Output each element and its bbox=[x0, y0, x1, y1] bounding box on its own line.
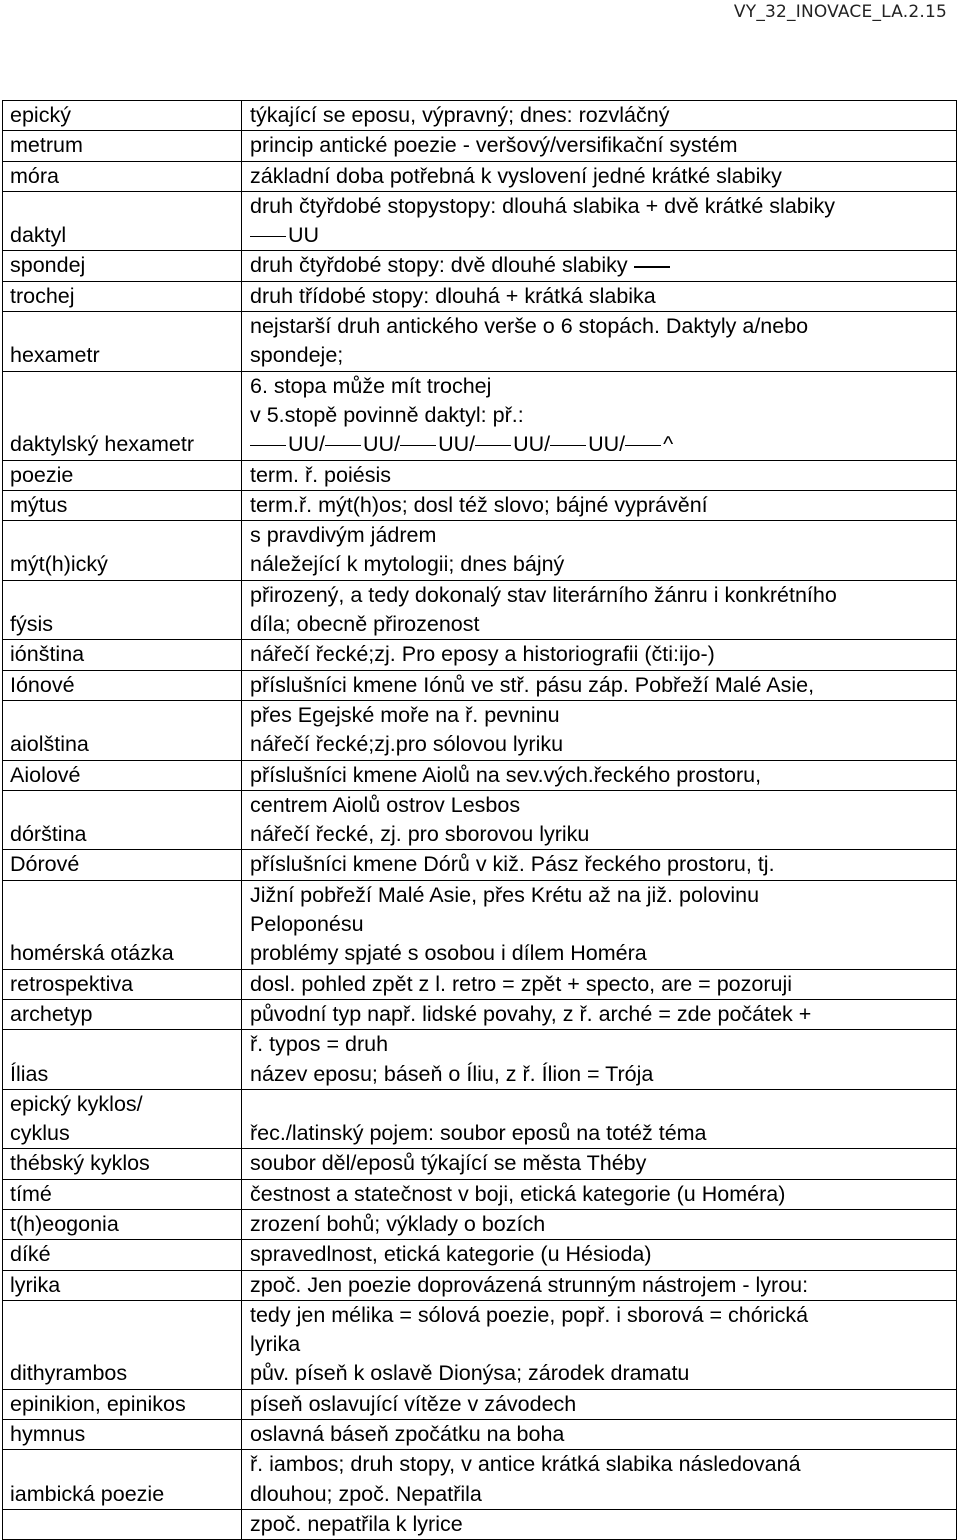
table-row bbox=[3, 1389, 957, 1419]
definition-cell bbox=[242, 101, 957, 131]
table-row bbox=[3, 101, 957, 131]
term-cell bbox=[3, 1030, 242, 1090]
table-row bbox=[3, 1209, 957, 1239]
term-text: epický kyklos/ bbox=[10, 1091, 143, 1116]
definition-cell bbox=[242, 999, 957, 1029]
term-text: móra bbox=[10, 163, 59, 188]
definition-cell bbox=[242, 312, 957, 372]
term-text: daktyl bbox=[10, 223, 67, 248]
term-cell bbox=[3, 1420, 242, 1450]
definition-text: v 5.stopě povinně daktyl: př.: bbox=[250, 402, 524, 427]
table-row bbox=[3, 1450, 957, 1510]
definition-cell bbox=[242, 490, 957, 520]
definition-text: lyrika bbox=[250, 1332, 301, 1357]
term-text: fýsis bbox=[10, 612, 53, 637]
definition-cell bbox=[242, 460, 957, 490]
term-text: epinikion, epinikos bbox=[10, 1391, 186, 1416]
definition-text: nářečí řecké;zj.pro sólovou lyriku bbox=[250, 732, 564, 757]
table-row bbox=[3, 999, 957, 1029]
definition-cell bbox=[242, 880, 957, 969]
term-cell bbox=[3, 1300, 242, 1389]
table-row bbox=[3, 490, 957, 520]
term-cell bbox=[3, 1270, 242, 1300]
term-text: Dórové bbox=[10, 852, 80, 877]
definition-text: původní typ např. lidské povahy, z ř. arché = zde počátek + bbox=[250, 1001, 812, 1026]
term-cell bbox=[3, 1389, 242, 1419]
definition-cell bbox=[242, 1509, 957, 1539]
term-text: lyrika bbox=[10, 1272, 61, 1297]
term-text: thébský kyklos bbox=[10, 1151, 150, 1176]
table-row bbox=[3, 969, 957, 999]
definition-cell bbox=[242, 760, 957, 790]
definition-text: tedy jen mélika = sólová poezie, popř. i sborová = chórická bbox=[250, 1302, 809, 1327]
table-row bbox=[3, 1300, 957, 1389]
term-cell bbox=[3, 1240, 242, 1270]
term-text: archetyp bbox=[10, 1001, 93, 1026]
definition-cell bbox=[242, 191, 957, 251]
term-cell bbox=[3, 580, 242, 640]
term-cell bbox=[3, 1509, 242, 1539]
term-text: Ílias bbox=[10, 1061, 49, 1086]
definition-text: soubor děl/eposů týkající se města Théby bbox=[250, 1151, 647, 1176]
table-row bbox=[3, 371, 957, 460]
definition-cell bbox=[242, 1089, 957, 1149]
term-cell bbox=[3, 101, 242, 131]
term-cell bbox=[3, 700, 242, 760]
term-text: dórština bbox=[10, 822, 87, 847]
document-code: VY_32_INOVACE_LA.2.15 bbox=[733, 2, 947, 22]
definition-text: nejstarší druh antického verše o 6 stopách. Daktyly a/nebo bbox=[250, 314, 809, 339]
definition-cell bbox=[242, 131, 957, 161]
definition-text: přes Egejské moře na ř. pevninu bbox=[250, 702, 560, 727]
long-syllable-mark bbox=[634, 266, 670, 268]
definition-text: píseň oslavující vítěze v závodech bbox=[250, 1391, 577, 1416]
table-row bbox=[3, 850, 957, 880]
definition-cell bbox=[242, 580, 957, 640]
definition-text: s pravdivým jádrem bbox=[250, 523, 437, 548]
term-cell bbox=[3, 281, 242, 311]
definition-cell bbox=[242, 700, 957, 760]
definition-cell bbox=[242, 281, 957, 311]
table-row bbox=[3, 640, 957, 670]
term-text: homérská otázka bbox=[10, 941, 174, 966]
definition-cell bbox=[242, 969, 957, 999]
term-text: dithyrambos bbox=[10, 1361, 128, 1386]
term-text: spondej bbox=[10, 253, 86, 278]
definition-text: zrození bohů; výklady o bozích bbox=[250, 1211, 546, 1236]
definition-text: druh třídobé stopy: dlouhá + krátká slabika bbox=[250, 283, 656, 308]
definition-text: Peloponésu bbox=[250, 912, 364, 937]
definition-text: spondeje; bbox=[250, 343, 344, 368]
table-row bbox=[3, 460, 957, 490]
term-text: metrum bbox=[10, 133, 83, 158]
term-text: iónština bbox=[10, 642, 85, 667]
definition-cell bbox=[242, 850, 957, 880]
term-cell bbox=[3, 1179, 242, 1209]
table-row bbox=[3, 1179, 957, 1209]
definition-text: princip antické poezie - veršový/versifikační systém bbox=[250, 133, 738, 158]
table-row bbox=[3, 521, 957, 581]
term-text: mýtus bbox=[10, 492, 68, 517]
term-text: mýt(h)ický bbox=[10, 552, 108, 577]
term-cell bbox=[3, 1209, 242, 1239]
table-row bbox=[3, 312, 957, 372]
table-row bbox=[3, 580, 957, 640]
definition-text: spravedlnost, etická kategorie (u Hésioda) bbox=[250, 1242, 652, 1267]
definition-text: dlouhou; zpoč. Nepatřila bbox=[250, 1481, 482, 1506]
definition-cell bbox=[242, 1270, 957, 1300]
term-cell bbox=[3, 1089, 242, 1149]
definition-cell bbox=[242, 1420, 957, 1450]
table-row bbox=[3, 161, 957, 191]
long-syllable-mark bbox=[325, 445, 361, 447]
term-cell bbox=[3, 969, 242, 999]
term-cell bbox=[3, 191, 242, 251]
term-cell bbox=[3, 131, 242, 161]
term-text: poezie bbox=[10, 462, 74, 487]
table-row bbox=[3, 760, 957, 790]
table-row bbox=[3, 790, 957, 850]
definition-cell bbox=[242, 1300, 957, 1389]
term-cell bbox=[3, 880, 242, 969]
term-text: retrospektiva bbox=[10, 971, 134, 996]
term-text: díké bbox=[10, 1242, 51, 1267]
definition-cell bbox=[242, 1209, 957, 1239]
term-text: daktylský hexametr bbox=[10, 432, 195, 457]
term-text: iambická poezie bbox=[10, 1481, 165, 1506]
definition-text: druh čtyřdobé stopy: dvě dlouhé slabiky bbox=[250, 251, 956, 280]
definition-text: term. ř. poiésis bbox=[250, 462, 391, 487]
table-row bbox=[3, 700, 957, 760]
definition-text: základní doba potřebná k vyslovení jedné krátké slabiky bbox=[250, 163, 782, 188]
long-syllable-mark bbox=[625, 445, 661, 447]
term-text: cyklus bbox=[10, 1121, 70, 1146]
table-row bbox=[3, 1149, 957, 1179]
term-text: Iónové bbox=[10, 672, 75, 697]
term-cell bbox=[3, 640, 242, 670]
definition-cell bbox=[242, 1030, 957, 1090]
term-cell bbox=[3, 521, 242, 581]
term-cell bbox=[3, 371, 242, 460]
long-syllable-mark bbox=[400, 445, 436, 447]
term-text: epický bbox=[10, 103, 71, 127]
definition-text: term.ř. mýt(h)os; dosl též slovo; bájné vyprávění bbox=[250, 492, 708, 517]
definition-cell bbox=[242, 1240, 957, 1270]
definition-text: dosl. pohled zpět z l. retro = zpět + specto, are = pozoruji bbox=[250, 971, 792, 996]
term-text: tímé bbox=[10, 1181, 52, 1206]
glossary-table bbox=[2, 100, 957, 1540]
table-row bbox=[3, 1240, 957, 1270]
definition-text: 6. stopa může mít trochej bbox=[250, 373, 492, 398]
definition-text: problémy spjaté s osobou i dílem Homéra bbox=[250, 941, 647, 966]
table-row bbox=[3, 670, 957, 700]
table-row bbox=[3, 251, 957, 281]
term-cell bbox=[3, 312, 242, 372]
definition-text: příslušníci kmene Iónů ve stř. pásu záp. Pobřeží Malé Asie, bbox=[250, 672, 815, 697]
term-text: hexametr bbox=[10, 343, 100, 368]
long-syllable-mark bbox=[550, 445, 586, 447]
long-syllable-mark bbox=[250, 445, 286, 447]
definition-cell bbox=[242, 640, 957, 670]
term-cell bbox=[3, 670, 242, 700]
definition-text: druh čtyřdobé stopystopy: dlouhá slabika + dvě krátké slabiky bbox=[250, 193, 836, 218]
definition-cell bbox=[242, 371, 957, 460]
definition-text: Jižní pobřeží Malé Asie, přes Krétu až na již. polovinu bbox=[250, 882, 760, 907]
table-row bbox=[3, 1030, 957, 1090]
short-syllables-mark: UU bbox=[288, 223, 320, 248]
table-row bbox=[3, 1420, 957, 1450]
term-cell bbox=[3, 251, 242, 281]
definition-text: ř. typos = druh bbox=[250, 1032, 389, 1057]
table-row bbox=[3, 1509, 957, 1539]
definition-text: náležející k mytologii; dnes bájný bbox=[250, 552, 565, 577]
definition-text: čestnost a statečnost v boji, etická kategorie (u Homéra) bbox=[250, 1181, 786, 1206]
definition-text: ř. iambos; druh stopy, v antice krátká slabika následovaná bbox=[250, 1452, 801, 1477]
table-row bbox=[3, 131, 957, 161]
table-row bbox=[3, 880, 957, 969]
term-cell bbox=[3, 161, 242, 191]
definition-text: název eposu; báseň o Íliu, z ř. Ílion = Trója bbox=[250, 1061, 654, 1086]
definition-text: nářečí řecké;zj. Pro eposy a historiografii (čti:ijo-) bbox=[250, 642, 715, 667]
term-cell bbox=[3, 1450, 242, 1510]
definition-text: týkající se eposu, výpravný; dnes: rozvláčný bbox=[250, 103, 670, 127]
definition-cell bbox=[242, 1389, 957, 1419]
table-row bbox=[3, 1089, 957, 1149]
definition-cell bbox=[242, 161, 957, 191]
term-cell bbox=[3, 760, 242, 790]
term-text: hymnus bbox=[10, 1422, 86, 1447]
term-text: Aiolové bbox=[10, 762, 81, 787]
definition-text: díla; obecně přirozenost bbox=[250, 612, 480, 637]
definition-cell bbox=[242, 790, 957, 850]
term-cell bbox=[3, 999, 242, 1029]
term-cell bbox=[3, 1149, 242, 1179]
definition-text: nářečí řecké, zj. pro sborovou lyriku bbox=[250, 822, 590, 847]
long-syllable-mark bbox=[475, 445, 511, 447]
definition-text: centrem Aiolů ostrov Lesbos bbox=[250, 792, 521, 817]
definition-cell bbox=[242, 521, 957, 581]
long-syllable-mark bbox=[250, 236, 286, 238]
definition-text: zpoč. nepatřila k lyrice bbox=[250, 1511, 463, 1536]
definition-text: oslavná báseň zpočátku na boha bbox=[250, 1422, 565, 1447]
definition-text: zpoč. Jen poezie doprovázená strunným nástrojem - lyrou: bbox=[250, 1272, 809, 1297]
term-text: aiolština bbox=[10, 732, 89, 757]
definition-cell bbox=[242, 1179, 957, 1209]
term-text: t(h)eogonia bbox=[10, 1211, 119, 1236]
definition-cell bbox=[242, 251, 957, 281]
definition-cell bbox=[242, 1450, 957, 1510]
term-cell bbox=[3, 460, 242, 490]
table-row bbox=[3, 281, 957, 311]
term-cell bbox=[3, 850, 242, 880]
definition-cell bbox=[242, 1149, 957, 1179]
table-row bbox=[3, 191, 957, 251]
definition-text: příslušníci kmene Dórů v kiž. Pász řeckého prostoru, tj. bbox=[250, 852, 775, 877]
definition-text: příslušníci kmene Aiolů na sev.vých.řeckého prostoru, bbox=[250, 762, 762, 787]
term-text: trochej bbox=[10, 283, 75, 308]
definition-cell bbox=[242, 670, 957, 700]
term-cell bbox=[3, 790, 242, 850]
meter-notation bbox=[250, 221, 956, 250]
definition-text: přirozený, a tedy dokonalý stav literárního žánru i konkrétního bbox=[250, 582, 837, 607]
table-row bbox=[3, 1270, 957, 1300]
term-cell bbox=[3, 490, 242, 520]
definition-text: pův. píseň k oslavě Dionýsa; zárodek dramatu bbox=[250, 1361, 690, 1386]
meter-notation: UU/ UU/ UU/ UU/ UU/ ^ bbox=[250, 430, 956, 459]
definition-text: řec./latinský pojem: soubor eposů na totéž téma bbox=[250, 1121, 707, 1146]
